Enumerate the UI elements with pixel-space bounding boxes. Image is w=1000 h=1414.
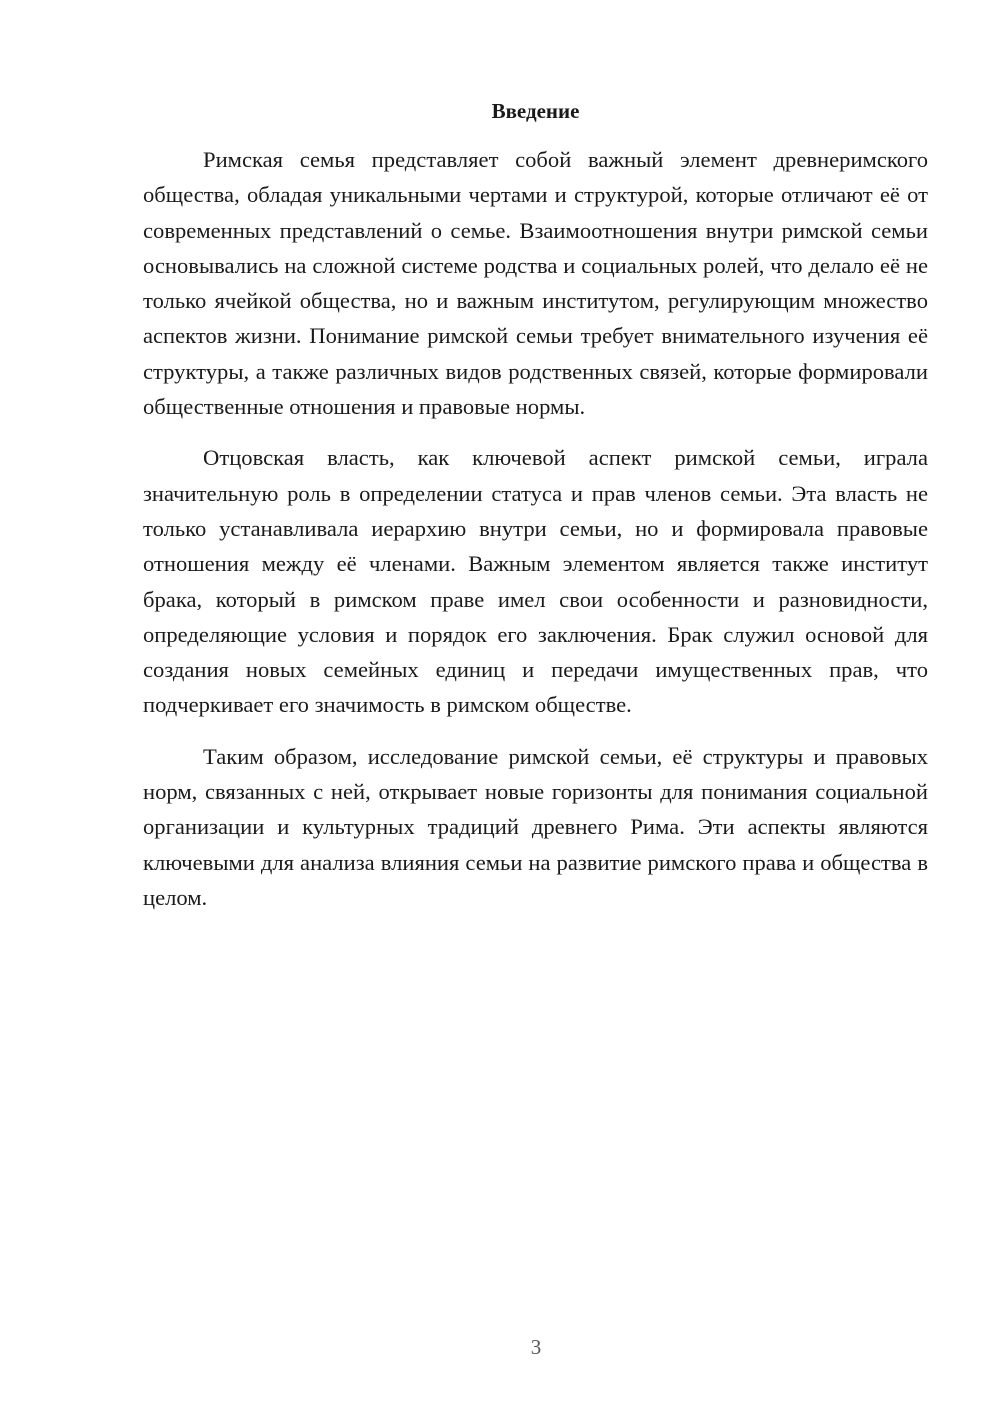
paragraph-2: Отцовская власть, как ключевой аспект римской семьи, играла значительную роль в определении статуса и прав членов семьи. Эта власть не только устанавливала иерархию внутри семьи, но и формировала правовые отношения между её членами. Важным элементом является также институт брака, который в римском праве имел свои особенности и разновидности, определяющие условия и порядок его заключения. Брак служил основой для создания новых семейных единиц и передачи имущественных прав, что подчеркивает его значимость в римском обществе. [143, 445, 928, 718]
body-text [143, 142, 928, 915]
paragraph-3: Таким образом, исследование римской семьи, её структуры и правовых норм, связанных с ней, открывает новые горизонты для понимания социальной организации и культурных традиций древнего Рима. Эти аспекты являются ключевыми для анализа влияния семьи на развитие римского права и общества в целом. [143, 743, 928, 910]
section-heading: Введение [491, 99, 580, 123]
paragraph-1: Римская семья представляет собой важный элемент древнеримского общества, обладая уникальными чертами и структурой, которые отличают её от современных представлений о семье. Взаимоотношения внутри римской семьи основывались на сложной системе родства и социальных ролей, что делало её не только ячейкой общества, но и важным институтом, регулирующим множество аспектов жизни. Понимание римской семьи требует внимательного изучения её структуры, а также различных видов родственных связей, которые формировали общественные отношения и правовые нормы. [143, 147, 928, 420]
page-number: 3 [530, 1335, 542, 1359]
